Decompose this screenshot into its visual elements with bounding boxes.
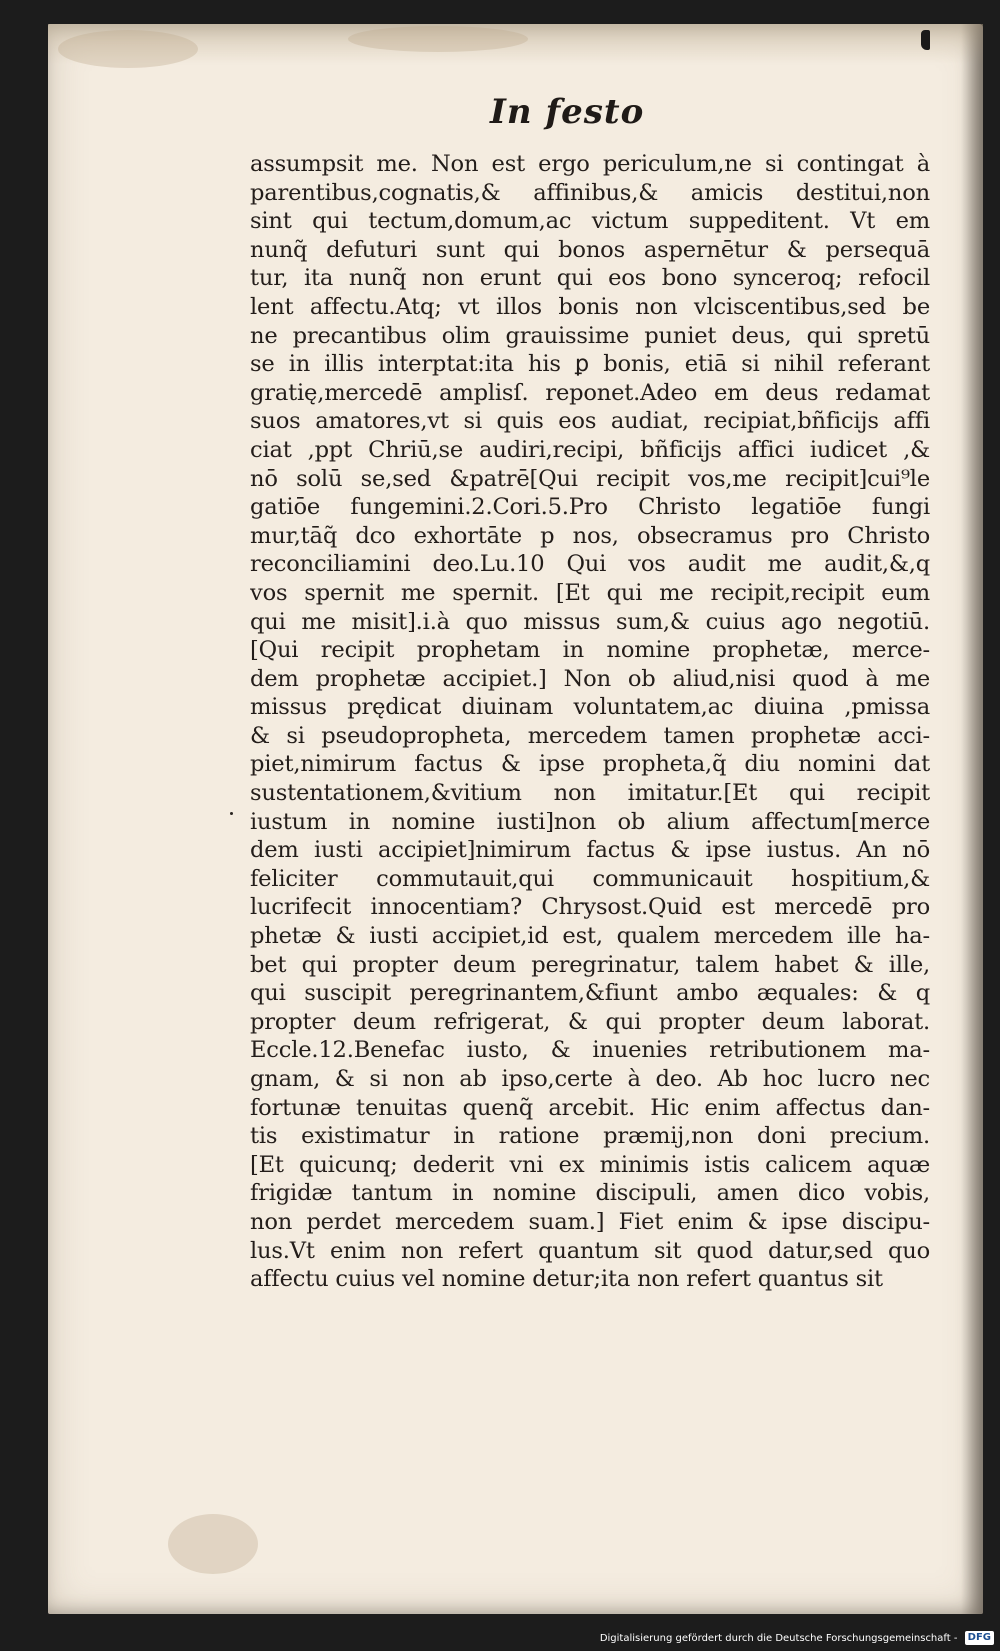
credit-text: Digitalisierung gefördert durch die Deutsche Forschungsgemeinschaft - — [599, 1633, 958, 1644]
text-line: gatiōe fungemini.2.Cori.5.Pro Christo legatiōe fungi — [250, 494, 930, 521]
running-head: In festo — [490, 92, 645, 132]
text-line: nō solū se,sed &patrē[Qui recipit vos,me recipit]cui⁹le — [250, 465, 930, 492]
text-line: tis existimatur in ratione præmij,non doni precium. — [250, 1123, 930, 1150]
text-line: dem iusti accipiet]nimirum factus & ipse iustus. An nō — [250, 837, 930, 864]
text-line: tur, ita nunq̃ non erunt qui eos bono synceroq; refocil — [250, 265, 930, 292]
text-line: feliciter commutauit,qui communicauit hospitium,& — [250, 865, 930, 892]
text-line: iustum in nomine iusti]non ob alium affectum[merce — [250, 808, 930, 835]
text-line: reconciliamini deo.Lu.10 Qui vos audit me audit,&,q — [250, 551, 930, 578]
digitization-credit — [600, 1631, 994, 1647]
text-line: propter deum refrigerat, & qui propter deum laborat. — [250, 1008, 930, 1035]
text-line: [Et quicunq; dederit vni ex minimis istis calicem aquæ — [250, 1151, 930, 1178]
dfg-logo[interactable]: DFG — [965, 1631, 994, 1645]
text-line: missus prędicat diuinam voluntatem,ac diuina ,pmissa — [250, 694, 930, 721]
text-line: fortunæ tenuitas quenq̃ arcebit. Hic enim affectus dan- — [250, 1094, 930, 1121]
text-line: & si pseudopropheta, mercedem tamen prophetæ acci- — [250, 722, 930, 749]
text-line: lus.Vt enim non refert quantum sit quod datur,sed quo — [250, 1237, 930, 1264]
text-line: sint qui tectum,domum,ac victum suppeditent. Vt em — [250, 208, 930, 235]
text-line: dem prophetæ accipiet.] Non ob aliud,nisi quod à me — [250, 665, 930, 692]
text-block — [250, 150, 930, 1294]
paper-stain — [58, 30, 198, 68]
text-line: assumpsit me. Non est ergo periculum,ne si contingat à — [250, 151, 930, 177]
text-line: sustentationem,&vitium non imitatur.[Et qui recipit — [250, 780, 930, 807]
text-line: ciat ,ppt Chriū,se audiri,recipi, bñficijs affici iudicet ,& — [250, 436, 930, 463]
text-line: lucrifecit innocentiam? Chrysost.Quid est mercedē pro — [250, 894, 930, 921]
text-line: phetæ & iusti accipiet,id est, qualem mercedem ille ha- — [250, 923, 930, 950]
margin-dot — [230, 812, 233, 815]
ink-blot-mark — [921, 30, 930, 50]
text-line: suos amatores,vt si quis eos audiat, recipiat,bñficijs affi — [250, 408, 930, 435]
text-line: parentibus,cognatis,& affinibus,& amicis destitui,non — [250, 179, 930, 206]
text-line: qui suscipit peregrinantem,&fiunt ambo æquales: & q — [250, 980, 930, 1007]
text-line: se in illis interptat:ita his ꝑ bonis, etiā si nihil referant — [250, 351, 930, 378]
text-line: vos spernit me spernit. [Et qui me recipit,recipit eum — [250, 579, 930, 606]
text-line: piet,nimirum factus & ipse propheta,q̃ diu nomini dat — [250, 751, 930, 778]
text-line: frigidæ tantum in nomine discipuli, amen dico vobis, — [250, 1180, 930, 1207]
text-line: non perdet mercedem suam.] Fiet enim & ipse discipu- — [250, 1208, 930, 1235]
text-line: gnam, & si non ab ipso,certe à deo. Ab hoc lucro nec — [250, 1066, 930, 1092]
text-line: nunq̃ defuturi sunt qui bonos aspernētur & persequā — [250, 236, 930, 263]
text-line: qui me misit].i.à quo missus sum,& cuius ago negotiū. — [250, 608, 930, 635]
text-line: ne precantibus olim grauissime puniet deus, qui spretū — [250, 322, 930, 349]
text-line: lent affectu.Atq; vt illos bonis non vlciscentibus,sed be — [250, 293, 930, 320]
paper-stain — [348, 26, 528, 52]
text-line: bet qui propter deum peregrinatur, talem habet & ille, — [250, 951, 930, 978]
paper-stain — [168, 1514, 258, 1574]
text-line: [Qui recipit prophetam in nomine prophetæ, merce- — [250, 637, 930, 664]
text-line: mur,tāq̃ dco exhortāte p nos, obsecramus pro Christo — [250, 522, 930, 549]
text-line: Eccle.12.Benefac iusto, & inuenies retributionem ma- — [250, 1037, 930, 1064]
text-line: affectu cuius vel nomine detur;ita non refert quantus sit — [250, 1266, 883, 1293]
text-line: gratię,mercedē amplisſ. reponet.Adeo em deus redamat — [250, 379, 930, 406]
